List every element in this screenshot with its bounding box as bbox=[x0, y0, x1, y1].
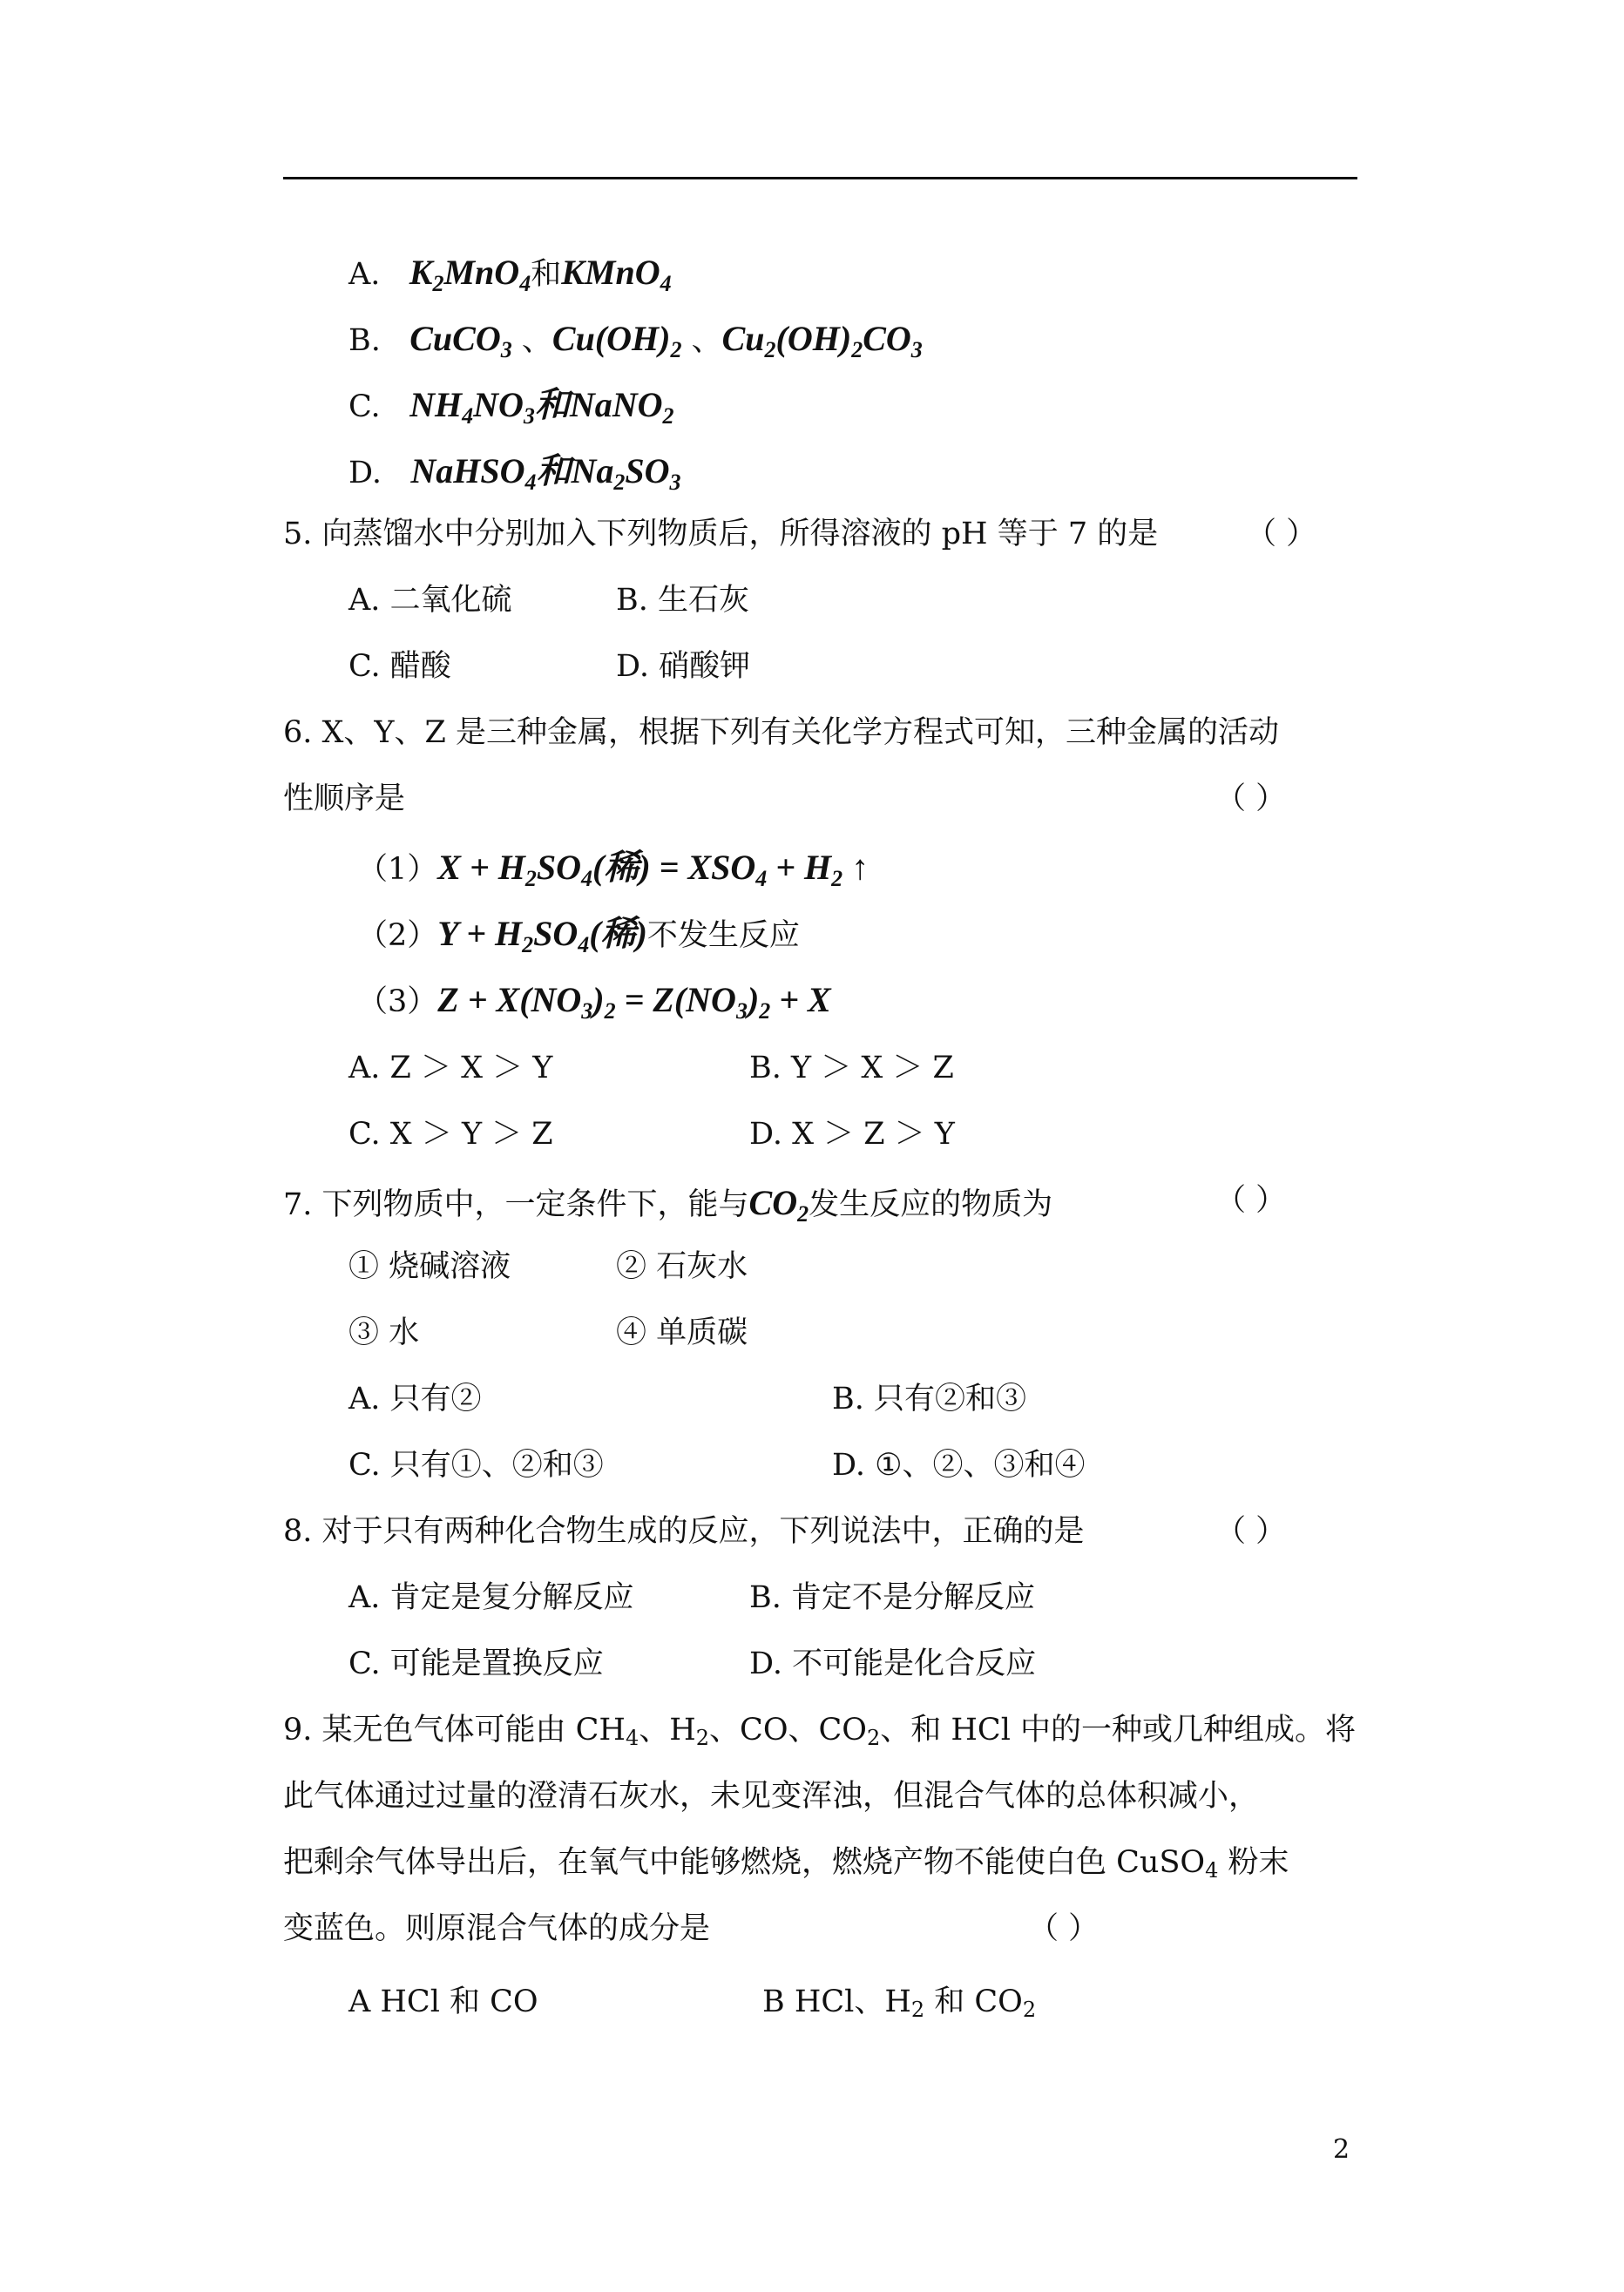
q7-answer-paren: （ ） bbox=[1215, 1183, 1287, 1218]
q7-item-4: ④ 单质碳 bbox=[616, 1315, 748, 1350]
q6-option-b: B. Y ＞ X ＞ Z bbox=[749, 1051, 954, 1085]
q4-option-c: C. $NH_4NO_3$和NaNO$_2$ bbox=[348, 385, 674, 429]
q5-answer-paren: （ ） bbox=[1246, 517, 1317, 551]
q6-stem-line2: 性顺序是 bbox=[283, 781, 406, 816]
q5-option-a: A. 二氧化硫 bbox=[348, 583, 512, 618]
q6-stem: 6. X、Y、Z 是三种金属，根据下列有关化学方程式可知，三种金属的活动 bbox=[283, 715, 1279, 750]
page-number: 2 bbox=[1333, 2134, 1350, 2165]
q9-stem-line1: 9. 某无色气体可能由 $CH_4$、$H_2$、CO、$CO_2$、和 HCl 中的一种或几种组成。将 bbox=[283, 1713, 1357, 1750]
q8-answer-paren: （ ） bbox=[1215, 1514, 1287, 1549]
q7-option-b: B. 只有②和③ bbox=[832, 1382, 1026, 1416]
q6-equation-2: $(2)Y + H_2SO_4$(稀)不发生反应 bbox=[357, 914, 800, 957]
q8-option-a: A. 肯定是复分解反应 bbox=[348, 1580, 634, 1615]
q7-option-a: A. 只有② bbox=[348, 1382, 482, 1416]
q9-option-b: B HCl、$H_2$ 和 $CO_2$ bbox=[762, 1984, 1037, 2022]
q5-option-c: C. 醋酸 bbox=[348, 649, 451, 684]
q8-option-d: D. 不可能是化合反应 bbox=[749, 1646, 1037, 1681]
q4-option-a: A. $K_2MnO_4$和KMnO$_4$ bbox=[348, 253, 672, 296]
q6-answer-paren: （ ） bbox=[1215, 781, 1287, 816]
q6-equation-1: $(1)X + H_2SO_4$(稀) = $XSO_4 + H_2$ ↑ bbox=[357, 848, 870, 891]
q8-option-c: C. 可能是置换反应 bbox=[348, 1646, 604, 1681]
q9-answer-paren: （ ） bbox=[1028, 1911, 1100, 1946]
q9-stem-line4: 变蓝色。则原混合气体的成分是 bbox=[283, 1911, 711, 1946]
q9-option-a: A HCl 和 CO bbox=[348, 1984, 538, 2019]
q7-stem: 7. 下列物质中，一定条件下，能与$CO_2$发生反应的物质为 bbox=[283, 1183, 1053, 1227]
q4-option-d: D. NaHSO$_4$和$Na_2SO_3$ bbox=[348, 451, 681, 495]
q7-item-1: ① 烧碱溶液 bbox=[348, 1249, 511, 1284]
q8-option-b: B. 肯定不是分解反应 bbox=[749, 1580, 1035, 1615]
q4-option-b: B. CuCO$_3$ 、$Cu(OH)_2$ 、$Cu_2(OH)_2CO_3$ bbox=[348, 319, 923, 362]
header-rule bbox=[283, 177, 1357, 179]
q5-stem: 5. 向蒸馏水中分别加入下列物质后，所得溶液的 pH 等于 7 的是 bbox=[283, 517, 1159, 551]
q5-option-d: D. 硝酸钾 bbox=[616, 649, 751, 684]
q6-option-d: D. X ＞ Z ＞ Y bbox=[749, 1117, 955, 1152]
q7-option-d: D. ①、②、③和④ bbox=[832, 1448, 1086, 1483]
q6-equation-3: $(3)Z + X(NO_3)_2 = Z(NO_3)_2 + X$ bbox=[357, 980, 831, 1024]
q5-option-b: B. 生石灰 bbox=[616, 583, 749, 618]
q6-option-c: C. X ＞ Y ＞ Z bbox=[348, 1117, 553, 1152]
q9-stem-line2: 此气体通过过量的澄清石灰水，未见变浑浊，但混合气体的总体积减小， bbox=[283, 1779, 1260, 1814]
q8-stem: 8. 对于只有两种化合物生成的反应，下列说法中，正确的是 bbox=[283, 1514, 1085, 1549]
q7-option-c: C. 只有①、②和③ bbox=[348, 1448, 604, 1483]
q6-option-a: A. Z ＞ X ＞ Y bbox=[348, 1051, 553, 1085]
q7-item-2: ② 石灰水 bbox=[616, 1249, 748, 1284]
q7-item-3: ③ 水 bbox=[348, 1315, 420, 1350]
q9-stem-line3: 把剩余气体导出后，在氧气中能够燃烧，燃烧产物不能使白色 CuSO$_4$ 粉末 bbox=[283, 1845, 1289, 1883]
